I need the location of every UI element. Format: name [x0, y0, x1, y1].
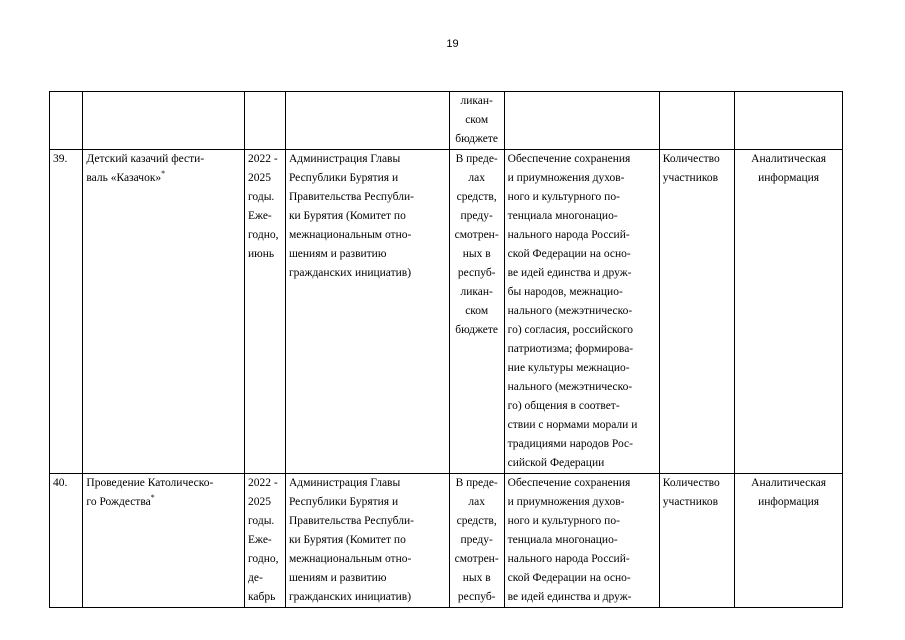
cell-report: Аналитическая информация — [735, 474, 843, 608]
cell-executor: Администрация Главы Республики Бурятия и Правительства Республи- ки Бурятия (Комитет по межнациональным отно- шениям и развитию гражданских инициатив) — [285, 474, 449, 608]
page-number: 19 — [446, 38, 459, 50]
cell-goal: Обеспечение сохранения и приумножения духов- ного и культурного по- тенциала многонацио- нального народа Россий- ской Федерации на осно- ве идей единства и друж- — [504, 474, 659, 608]
cell-goal — [504, 92, 659, 150]
cell-report — [735, 92, 843, 150]
cell-financing: В преде- лах средств, преду- смотрен- ных в респуб- — [449, 474, 504, 608]
footnote-star: * — [150, 493, 155, 503]
cell-report: Аналитическая информация — [735, 150, 843, 474]
footnote-star: * — [161, 169, 166, 179]
cell-number — [50, 92, 83, 150]
table-row — [50, 474, 843, 608]
cell-number: 40. — [50, 474, 83, 608]
cell-name — [83, 92, 245, 150]
cell-financing: ликан- ском бюджете — [449, 92, 504, 150]
cell-indicator: Количество участников — [659, 150, 734, 474]
event-name: Детский казачий фести- валь «Казачок» — [86, 153, 205, 184]
cell-number: 39. — [50, 150, 83, 474]
plan-table — [49, 91, 843, 608]
cell-dates: 2022 - 2025 годы. Еже- годно, де- кабрь — [245, 474, 286, 608]
event-name: Проведение Католическо- го Рождества — [86, 477, 214, 508]
table-row-carryover — [50, 92, 843, 150]
cell-name — [83, 150, 245, 474]
cell-name — [83, 474, 245, 608]
cell-dates: 2022 - 2025 годы. Еже- годно, июнь — [245, 150, 286, 474]
cell-goal: Обеспечение сохранения и приумножения духов- ного и культурного по- тенциала многонацио- нального народа Россий- ской Федерации на осно- ве идей единства и друж- бы народов, межнацио- нального (межэтническо- го) согласия, российского патриотизма; формирова- ние культуры межнацио- нального (межэтническо- го) общения в соответ- ствии с нормами морали и традициями народов Рос- сийской Федерации — [504, 150, 659, 474]
cell-indicator — [659, 92, 734, 150]
cell-indicator: Количество участников — [659, 474, 734, 608]
cell-dates — [245, 92, 286, 150]
cell-executor: Администрация Главы Республики Бурятия и Правительства Республи- ки Бурятия (Комитет по межнациональным отно- шениям и развитию гражданских инициатив) — [285, 150, 449, 474]
cell-executor — [285, 92, 449, 150]
cell-financing: В преде- лах средств, преду- смотрен- ных в респуб- ликан- ском бюджете — [449, 150, 504, 474]
table-row — [50, 150, 843, 474]
